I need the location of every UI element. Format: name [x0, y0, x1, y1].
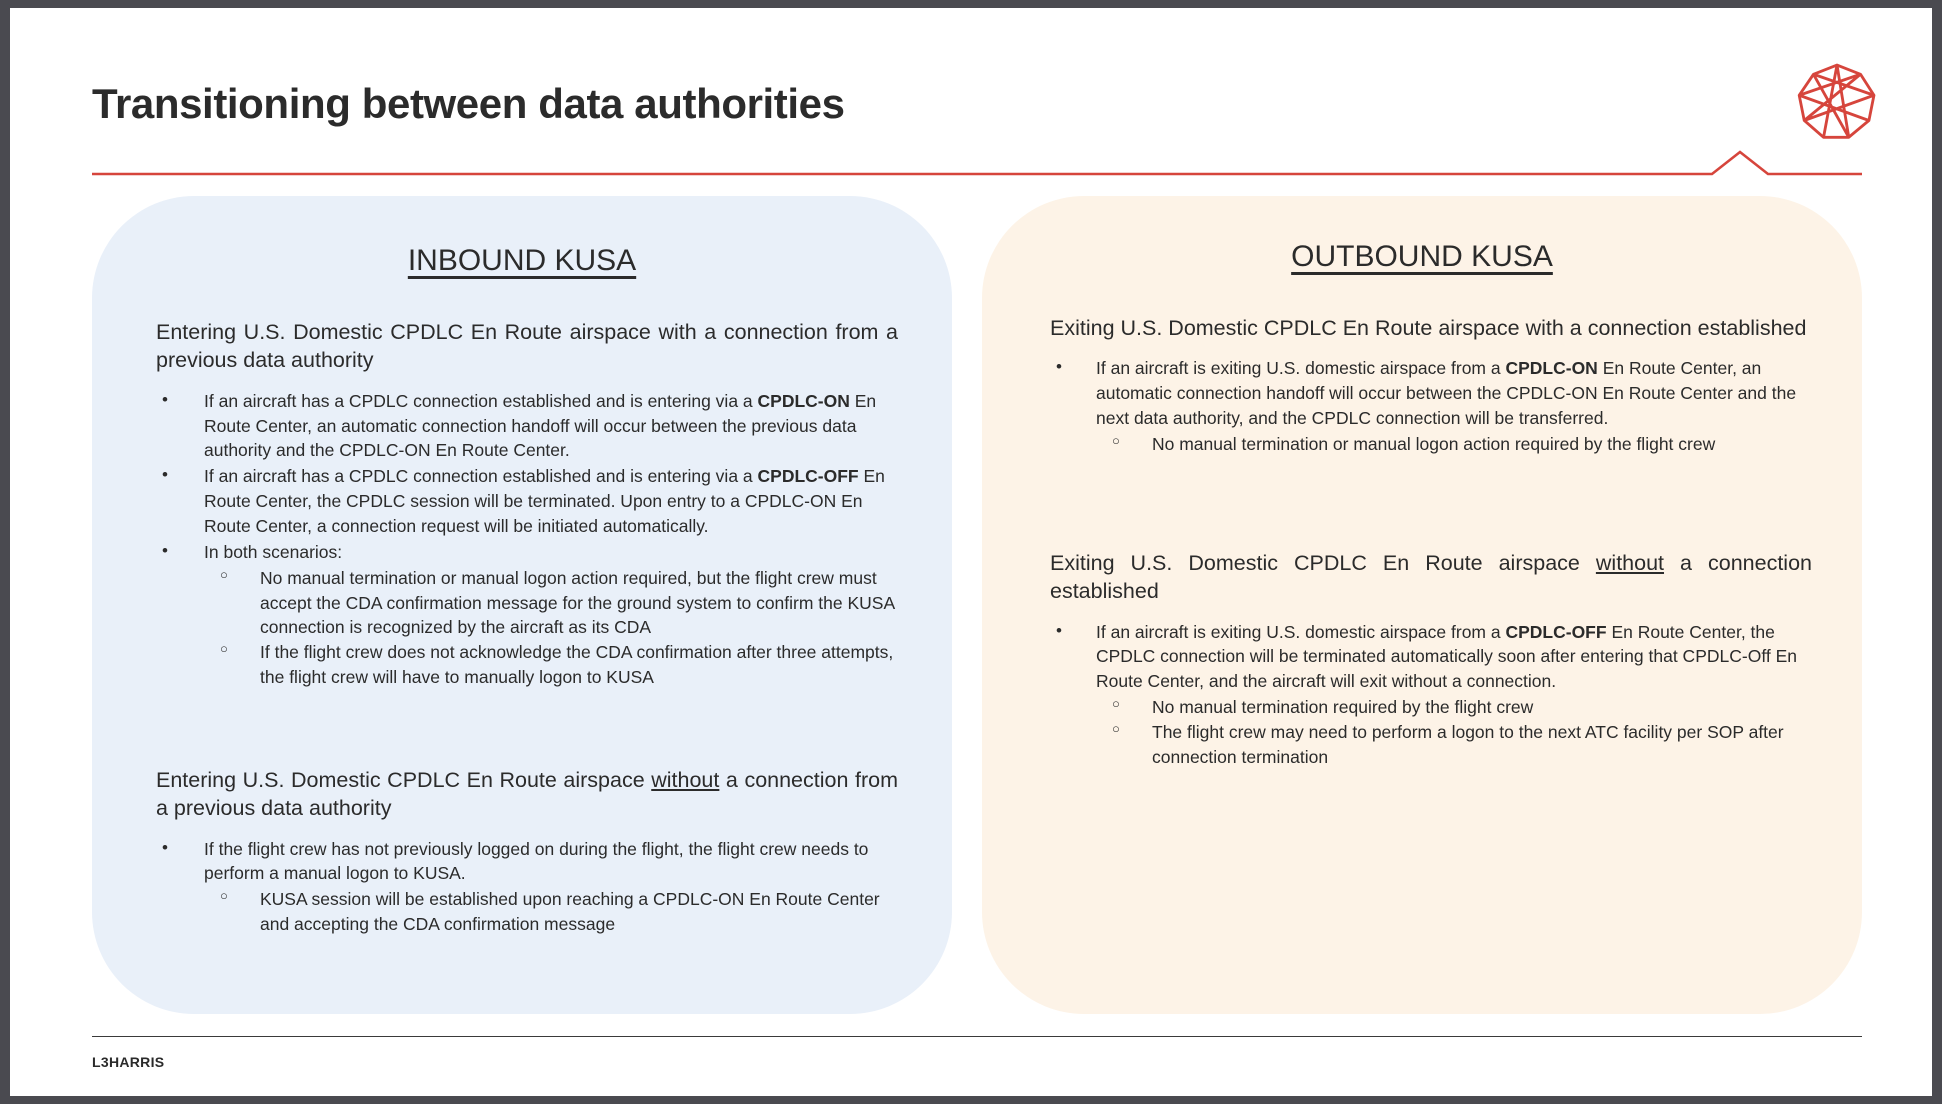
page-title: Transitioning between data authorities	[92, 80, 845, 127]
list-item	[156, 389, 898, 464]
lead-underlined: without	[651, 767, 720, 792]
panel-inbound-kusa	[92, 196, 952, 1014]
bullet-emphasis: CPDLC-ON	[757, 390, 850, 411]
lead-after: a connection established	[1050, 550, 1813, 604]
inbound-section-1-bullets	[156, 389, 898, 690]
bullet-text-suffix: En Route Center, an automatic connection handoff will occur between the previous data authority and the CPDLC-ON En Route Center.	[204, 390, 877, 461]
footer-brand: L3HARRIS	[92, 1054, 165, 1070]
list-item: ○ If the flight crew does not acknowledge the CDA confirmation after three attempts, the flight crew will have to manually logon to KUSA	[204, 640, 898, 690]
list-item: ○ KUSA session will be established upon reaching a CPDLC-ON En Route Center and accepting the CDA confirmation message	[204, 887, 898, 937]
outbound-section-2-lead	[1050, 549, 1812, 606]
panel-outbound-kusa	[982, 196, 1862, 1014]
bullet-emphasis: CPDLC-OFF	[757, 466, 859, 487]
bullet-text-prefix: In both scenarios:	[204, 541, 343, 562]
bullet-emphasis: CPDLC-OFF	[1505, 621, 1607, 642]
outbound-section-1-subbullets	[1096, 432, 1812, 457]
inbound-section-1-lead: Entering U.S. Domestic CPDLC En Route airspace with a connection from a previous data authority	[156, 320, 898, 373]
inbound-section-2-lead	[156, 766, 898, 823]
bullet-text-prefix: If the flight crew has not previously logged on during the flight, the flight crew needs to perform a manual logon to KUSA.	[204, 838, 869, 884]
outbound-section-2-subbullets	[1096, 695, 1812, 770]
header-accent-rule	[92, 148, 1862, 184]
inbound-section-1-subbullets	[204, 566, 898, 690]
list-item: ○ No manual termination or manual logon action required by the flight crew	[1096, 432, 1812, 457]
slide-canvas	[10, 8, 1932, 1096]
lead-underlined: without	[1595, 550, 1665, 575]
inbound-section-2-subbullets	[204, 887, 898, 937]
bullet-text-prefix: If an aircraft has a CPDLC connection established and is entering via a	[204, 466, 758, 487]
list-item	[1050, 356, 1812, 456]
bullet-text-suffix: En Route Center, an automatic connection handoff will occur between the CPDLC-ON En Route Center and the next data authority, and the CPDLC connection will be transferred.	[1096, 358, 1797, 429]
lead-before: Entering U.S. Domestic CPDLC En Route airspace	[156, 767, 652, 792]
bullet-text-suffix: En Route Center, the CPDLC connection will be terminated automatically soon after entering that CPDLC-Off En Route Center, and the aircraft will exit without a connection.	[1096, 621, 1797, 692]
bullet-text-suffix: En Route Center, the CPDLC session will be terminated. Upon entry to a CPDLC-ON En Route Center, a connection request will be initiated automatically.	[204, 466, 885, 536]
footer-divider	[92, 1036, 1862, 1037]
panel-inbound-heading: INBOUND KUSA	[407, 244, 637, 277]
outbound-section-2-bullets	[1050, 620, 1812, 770]
outbound-section-1-bullets	[1050, 356, 1812, 456]
outbound-section-1-lead: Exiting U.S. Domestic CPDLC En Route airspace with a connection established	[1050, 316, 1807, 340]
inbound-section-2-bullets	[156, 837, 898, 937]
bullet-text-prefix: If an aircraft is exiting U.S. domestic airspace from a	[1096, 621, 1506, 642]
bullet-emphasis: CPDLC-ON	[1505, 358, 1598, 379]
list-item: ○ No manual termination required by the flight crew	[1096, 695, 1812, 720]
list-item: ○ No manual termination or manual logon action required, but the flight crew must accept the CDA confirmation message for the ground system to confirm the KUSA connection is recognized by the aircraft as its CDA	[204, 566, 898, 641]
list-item	[156, 540, 898, 690]
list-item: ○ The flight crew may need to perform a logon to the next ATC facility per SOP after connection termination	[1096, 720, 1812, 770]
panel-outbound-body	[982, 314, 1862, 770]
list-item	[1050, 620, 1812, 770]
list-item	[156, 464, 898, 539]
list-item	[156, 837, 898, 937]
panel-outbound-heading: OUTBOUND KUSA	[1291, 240, 1553, 273]
bullet-text-prefix: If an aircraft has a CPDLC connection established and is entering via a	[204, 390, 758, 411]
panel-inbound-body	[92, 318, 952, 937]
bullet-text-prefix: If an aircraft is exiting U.S. domestic airspace from a	[1096, 358, 1506, 379]
l3harris-polygon-logo-icon	[1795, 60, 1879, 144]
lead-before: Exiting U.S. Domestic CPDLC En Route airspace	[1050, 550, 1596, 575]
lead-after: a connection from a previous data authority	[156, 767, 898, 821]
